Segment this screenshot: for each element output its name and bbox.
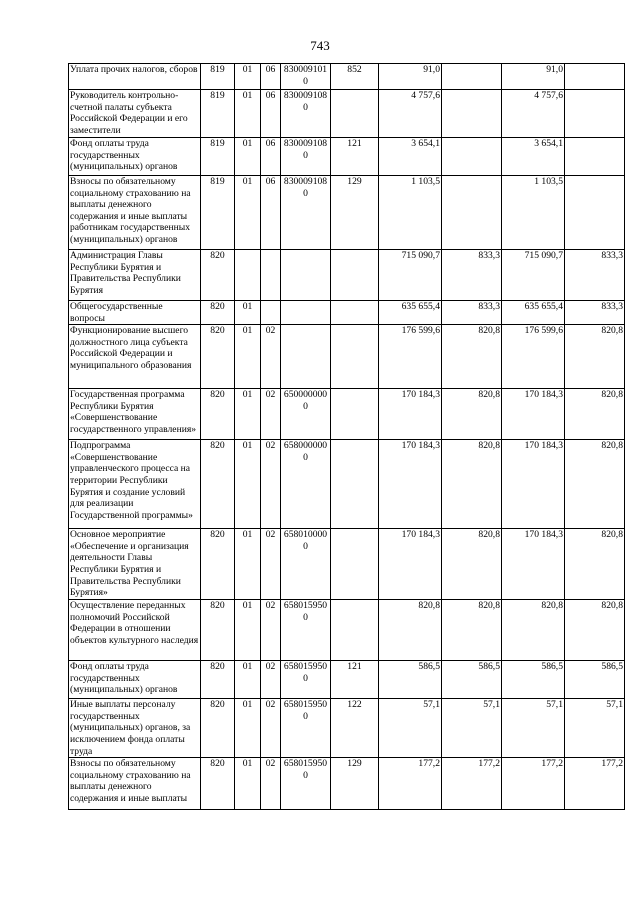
table-row	[69, 250, 625, 301]
amount-federal-cell	[442, 64, 502, 90]
amount-federal-cell	[442, 176, 502, 250]
amount-federal-cell	[442, 138, 502, 176]
section-code-cell: 01	[235, 758, 261, 810]
amount-federal-2-cell	[565, 138, 625, 176]
table-row	[69, 325, 625, 389]
amount-federal-cell: 820,8	[442, 325, 502, 389]
expense-type-cell	[331, 90, 379, 138]
subsection-code-cell: 06	[261, 138, 281, 176]
table-row	[69, 758, 625, 810]
item-name-cell: Взносы по обязательному социальному страхованию на выплаты денежного содержания и иные выплаты работникам государственных (муниципальных) органов	[69, 176, 201, 250]
amount-total-2-cell: 91,0	[502, 64, 565, 90]
grbs-code-cell: 820	[201, 440, 235, 529]
subsection-code-cell: 02	[261, 661, 281, 699]
grbs-code-cell: 820	[201, 301, 235, 325]
expense-type-cell	[331, 600, 379, 661]
subsection-code-cell: 02	[261, 758, 281, 810]
target-article-cell: 6580100000	[281, 529, 331, 600]
amount-federal-cell: 177,2	[442, 758, 502, 810]
section-code-cell: 01	[235, 600, 261, 661]
section-code-cell: 01	[235, 90, 261, 138]
expense-type-cell	[331, 325, 379, 389]
grbs-code-cell: 819	[201, 90, 235, 138]
grbs-code-cell: 820	[201, 250, 235, 301]
amount-federal-cell: 833,3	[442, 301, 502, 325]
table-row	[69, 661, 625, 699]
table-row	[69, 529, 625, 600]
section-code-cell: 01	[235, 176, 261, 250]
item-name-cell: Администрация Главы Республики Бурятия и Правительства Республики Бурятия	[69, 250, 201, 301]
budget-table	[68, 63, 625, 810]
grbs-code-cell: 820	[201, 758, 235, 810]
page-number: 743	[310, 38, 330, 53]
target-article-cell: 6580000000	[281, 440, 331, 529]
amount-total-2-cell: 170 184,3	[502, 389, 565, 440]
amount-total-2-cell: 170 184,3	[502, 440, 565, 529]
section-code-cell: 01	[235, 699, 261, 758]
amount-federal-2-cell	[565, 64, 625, 90]
amount-total-2-cell: 176 599,6	[502, 325, 565, 389]
section-code-cell: 01	[235, 529, 261, 600]
section-code-cell: 01	[235, 440, 261, 529]
item-name-cell: Осуществление переданных полномочий Российской Федерации в отношении объектов культурного наследия	[69, 600, 201, 661]
grbs-code-cell: 820	[201, 529, 235, 600]
amount-total-2-cell: 177,2	[502, 758, 565, 810]
target-article-cell: 6500000000	[281, 389, 331, 440]
section-code-cell: 01	[235, 661, 261, 699]
item-name-cell: Взносы по обязательному социальному страхованию на выплаты денежного содержания и иные выплаты	[69, 758, 201, 810]
table-row	[69, 90, 625, 138]
amount-total-cell: 715 090,7	[379, 250, 442, 301]
grbs-code-cell: 820	[201, 600, 235, 661]
item-name-cell: Общегосударственные вопросы	[69, 301, 201, 325]
subsection-code-cell	[261, 250, 281, 301]
table-row	[69, 64, 625, 90]
amount-federal-cell: 57,1	[442, 699, 502, 758]
amount-total-2-cell: 635 655,4	[502, 301, 565, 325]
amount-federal-2-cell	[565, 90, 625, 138]
amount-total-2-cell: 820,8	[502, 600, 565, 661]
item-name-cell: Фонд оплаты труда государственных (муниципальных) органов	[69, 138, 201, 176]
target-article-cell: 6580159500	[281, 699, 331, 758]
table-row	[69, 600, 625, 661]
expense-type-cell	[331, 440, 379, 529]
amount-total-cell: 91,0	[379, 64, 442, 90]
amount-federal-2-cell: 833,3	[565, 250, 625, 301]
table-row	[69, 301, 625, 325]
amount-total-cell: 170 184,3	[379, 389, 442, 440]
expense-type-cell	[331, 250, 379, 301]
target-article-cell: 8300091080	[281, 138, 331, 176]
expense-type-cell	[331, 301, 379, 325]
table-row	[69, 440, 625, 529]
grbs-code-cell: 820	[201, 661, 235, 699]
amount-total-cell: 4 757,6	[379, 90, 442, 138]
subsection-code-cell: 02	[261, 600, 281, 661]
amount-total-cell: 586,5	[379, 661, 442, 699]
amount-federal-2-cell: 820,8	[565, 600, 625, 661]
amount-total-cell: 635 655,4	[379, 301, 442, 325]
amount-total-2-cell: 3 654,1	[502, 138, 565, 176]
amount-federal-2-cell: 177,2	[565, 758, 625, 810]
amount-federal-2-cell	[565, 176, 625, 250]
amount-total-2-cell: 170 184,3	[502, 529, 565, 600]
subsection-code-cell	[261, 301, 281, 325]
expense-type-cell: 122	[331, 699, 379, 758]
subsection-code-cell: 02	[261, 529, 281, 600]
item-name-cell: Подпрограмма «Совершенствование управленческого процесса на территории Республики Бурятия и создание условий для реализации Государственной программы»	[69, 440, 201, 529]
amount-total-2-cell: 57,1	[502, 699, 565, 758]
expense-type-cell: 121	[331, 661, 379, 699]
amount-federal-cell: 820,8	[442, 529, 502, 600]
target-article-cell	[281, 250, 331, 301]
item-name-cell: Уплата прочих налогов, сборов	[69, 64, 201, 90]
section-code-cell: 01	[235, 138, 261, 176]
expense-type-cell	[331, 529, 379, 600]
amount-total-cell: 3 654,1	[379, 138, 442, 176]
item-name-cell: Фонд оплаты труда государственных (муниципальных) органов	[69, 661, 201, 699]
amount-total-cell: 170 184,3	[379, 529, 442, 600]
table-row	[69, 389, 625, 440]
section-code-cell: 01	[235, 301, 261, 325]
section-code-cell	[235, 250, 261, 301]
item-name-cell: Иные выплаты персоналу государственных (муниципальных) органов, за исключением фонда оплаты труда	[69, 699, 201, 758]
amount-total-2-cell: 4 757,6	[502, 90, 565, 138]
amount-federal-cell: 586,5	[442, 661, 502, 699]
amount-federal-cell: 820,8	[442, 389, 502, 440]
amount-federal-2-cell: 820,8	[565, 440, 625, 529]
amount-federal-2-cell: 820,8	[565, 389, 625, 440]
expense-type-cell: 121	[331, 138, 379, 176]
amount-total-2-cell: 1 103,5	[502, 176, 565, 250]
amount-federal-cell: 833,3	[442, 250, 502, 301]
subsection-code-cell: 06	[261, 176, 281, 250]
amount-federal-cell: 820,8	[442, 440, 502, 529]
section-code-cell: 01	[235, 64, 261, 90]
amount-total-cell: 820,8	[379, 600, 442, 661]
table-row	[69, 138, 625, 176]
item-name-cell: Государственная программа Республики Бурятия «Совершенствование государственного управления»	[69, 389, 201, 440]
subsection-code-cell: 02	[261, 325, 281, 389]
expense-type-cell	[331, 389, 379, 440]
target-article-cell: 8300091080	[281, 90, 331, 138]
subsection-code-cell: 02	[261, 699, 281, 758]
amount-federal-2-cell: 586,5	[565, 661, 625, 699]
amount-federal-2-cell: 820,8	[565, 529, 625, 600]
grbs-code-cell: 819	[201, 138, 235, 176]
amount-federal-2-cell: 57,1	[565, 699, 625, 758]
amount-federal-2-cell: 820,8	[565, 325, 625, 389]
item-name-cell: Основное мероприятие «Обеспечение и организация деятельности Главы Республики Бурятия и Правительства Республики Бурятия»	[69, 529, 201, 600]
grbs-code-cell: 820	[201, 325, 235, 389]
expense-type-cell: 129	[331, 176, 379, 250]
target-article-cell: 6580159500	[281, 600, 331, 661]
grbs-code-cell: 819	[201, 176, 235, 250]
amount-total-cell: 170 184,3	[379, 440, 442, 529]
subsection-code-cell: 02	[261, 440, 281, 529]
amount-total-cell: 177,2	[379, 758, 442, 810]
amount-total-cell: 1 103,5	[379, 176, 442, 250]
target-article-cell: 8300091010	[281, 64, 331, 90]
table-row	[69, 699, 625, 758]
grbs-code-cell: 820	[201, 699, 235, 758]
subsection-code-cell: 06	[261, 64, 281, 90]
subsection-code-cell: 02	[261, 389, 281, 440]
item-name-cell: Функционирование высшего должностного лица субъекта Российской Федерации и муниципального образования	[69, 325, 201, 389]
amount-federal-2-cell: 833,3	[565, 301, 625, 325]
grbs-code-cell: 820	[201, 389, 235, 440]
amount-federal-cell: 820,8	[442, 600, 502, 661]
expense-type-cell: 129	[331, 758, 379, 810]
amount-total-2-cell: 586,5	[502, 661, 565, 699]
item-name-cell: Руководитель контрольно-счетной палаты субъекта Российской Федерации и его заместители	[69, 90, 201, 138]
target-article-cell	[281, 301, 331, 325]
target-article-cell: 6580159500	[281, 661, 331, 699]
expense-type-cell: 852	[331, 64, 379, 90]
subsection-code-cell: 06	[261, 90, 281, 138]
amount-total-2-cell: 715 090,7	[502, 250, 565, 301]
target-article-cell	[281, 325, 331, 389]
target-article-cell: 8300091080	[281, 176, 331, 250]
amount-total-cell: 176 599,6	[379, 325, 442, 389]
table-row	[69, 176, 625, 250]
amount-total-cell: 57,1	[379, 699, 442, 758]
section-code-cell: 01	[235, 389, 261, 440]
target-article-cell: 6580159500	[281, 758, 331, 810]
amount-federal-cell	[442, 90, 502, 138]
grbs-code-cell: 819	[201, 64, 235, 90]
section-code-cell: 01	[235, 325, 261, 389]
